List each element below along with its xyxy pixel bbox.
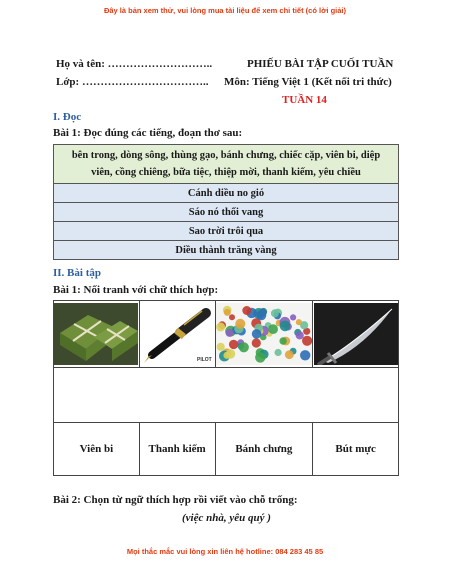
label-thanh-kiem[interactable]: Thanh kiếm [139, 423, 215, 476]
marble [255, 352, 265, 362]
marble [252, 329, 262, 339]
preview-notice: Đây là bản xem thử, vui lòng mua tài liệu để xem chi tiết (có lời giải) [103, 6, 347, 15]
match-task-title: Bài 1: Nối tranh với chữ thích hợp: [53, 284, 219, 296]
name-line: Họ và tên: ……………………….. [56, 58, 213, 70]
marble [242, 306, 251, 315]
marble [225, 329, 233, 337]
but-muc-image [139, 301, 215, 368]
fill-task-title: Bài 2: Chọn từ ngữ thích hợp rồi viết vào chỗ trống: [53, 494, 298, 506]
marble [300, 350, 310, 360]
hotline-notice: Mọi thắc mắc vui lòng xin liên hệ hotline: 084 283 45 85 [126, 547, 324, 556]
reading-task-title: Bài 1: Đọc đúng các tiếng, đoạn thơ sau: [53, 127, 243, 139]
week-label: TUẦN 14 [282, 94, 327, 106]
marble [226, 349, 235, 358]
vien-bi-image [215, 301, 313, 368]
marble [229, 314, 235, 320]
sheet-title: PHIẾU BÀI TẬP CUỐI TUẦN [247, 58, 394, 70]
thanh-kiem-image [313, 301, 399, 368]
poem-line: Sao trời trôi qua [54, 222, 399, 241]
marble [290, 314, 296, 320]
marble [295, 331, 303, 339]
marble [280, 321, 291, 332]
poem-line: Diều thành trăng vàng [54, 241, 399, 260]
reading-table [53, 144, 399, 260]
poem-line: Sáo nó thổi vang [54, 203, 399, 222]
class-line: Lớp: …………………………….. [56, 76, 209, 88]
marble [296, 319, 302, 325]
marble [274, 349, 281, 356]
section-exercise-heading: II. Bài tập [53, 267, 101, 279]
marble [302, 336, 312, 346]
marble [239, 342, 249, 352]
marble [235, 319, 245, 329]
word-list: bên trong, dòng sông, thùng gạo, bánh chưng, chiếc cặp, viên bi, diệp viên, cồng chiêng, bữa tiệc, thiệp mời, thanh kiếm, yêu chiều [54, 145, 399, 184]
poem-line: Cánh diều no gió [54, 184, 399, 203]
label-banh-chung[interactable]: Bánh chưng [215, 423, 313, 476]
marble [224, 309, 231, 316]
marble [216, 343, 224, 351]
section-reading-heading: I. Đọc [53, 111, 82, 123]
match-table [53, 300, 399, 476]
marble [259, 308, 267, 316]
answer-space[interactable] [54, 368, 399, 423]
label-but-muc[interactable]: Bút mực [313, 423, 399, 476]
pen-brand-text: PILOT [197, 357, 212, 363]
label-vien-bi[interactable]: Viên bi [54, 423, 140, 476]
marble [252, 338, 261, 347]
fill-task-hint: (việc nhà, yêu quý ) [182, 512, 271, 524]
banh-chung-image [54, 301, 140, 368]
marble [271, 309, 279, 317]
marble [229, 340, 238, 349]
marble [285, 350, 294, 359]
subject-line: Môn: Tiếng Việt 1 (Kết nối tri thức) [224, 76, 392, 88]
marble [279, 337, 286, 344]
marble [216, 323, 225, 332]
marble [268, 324, 278, 334]
